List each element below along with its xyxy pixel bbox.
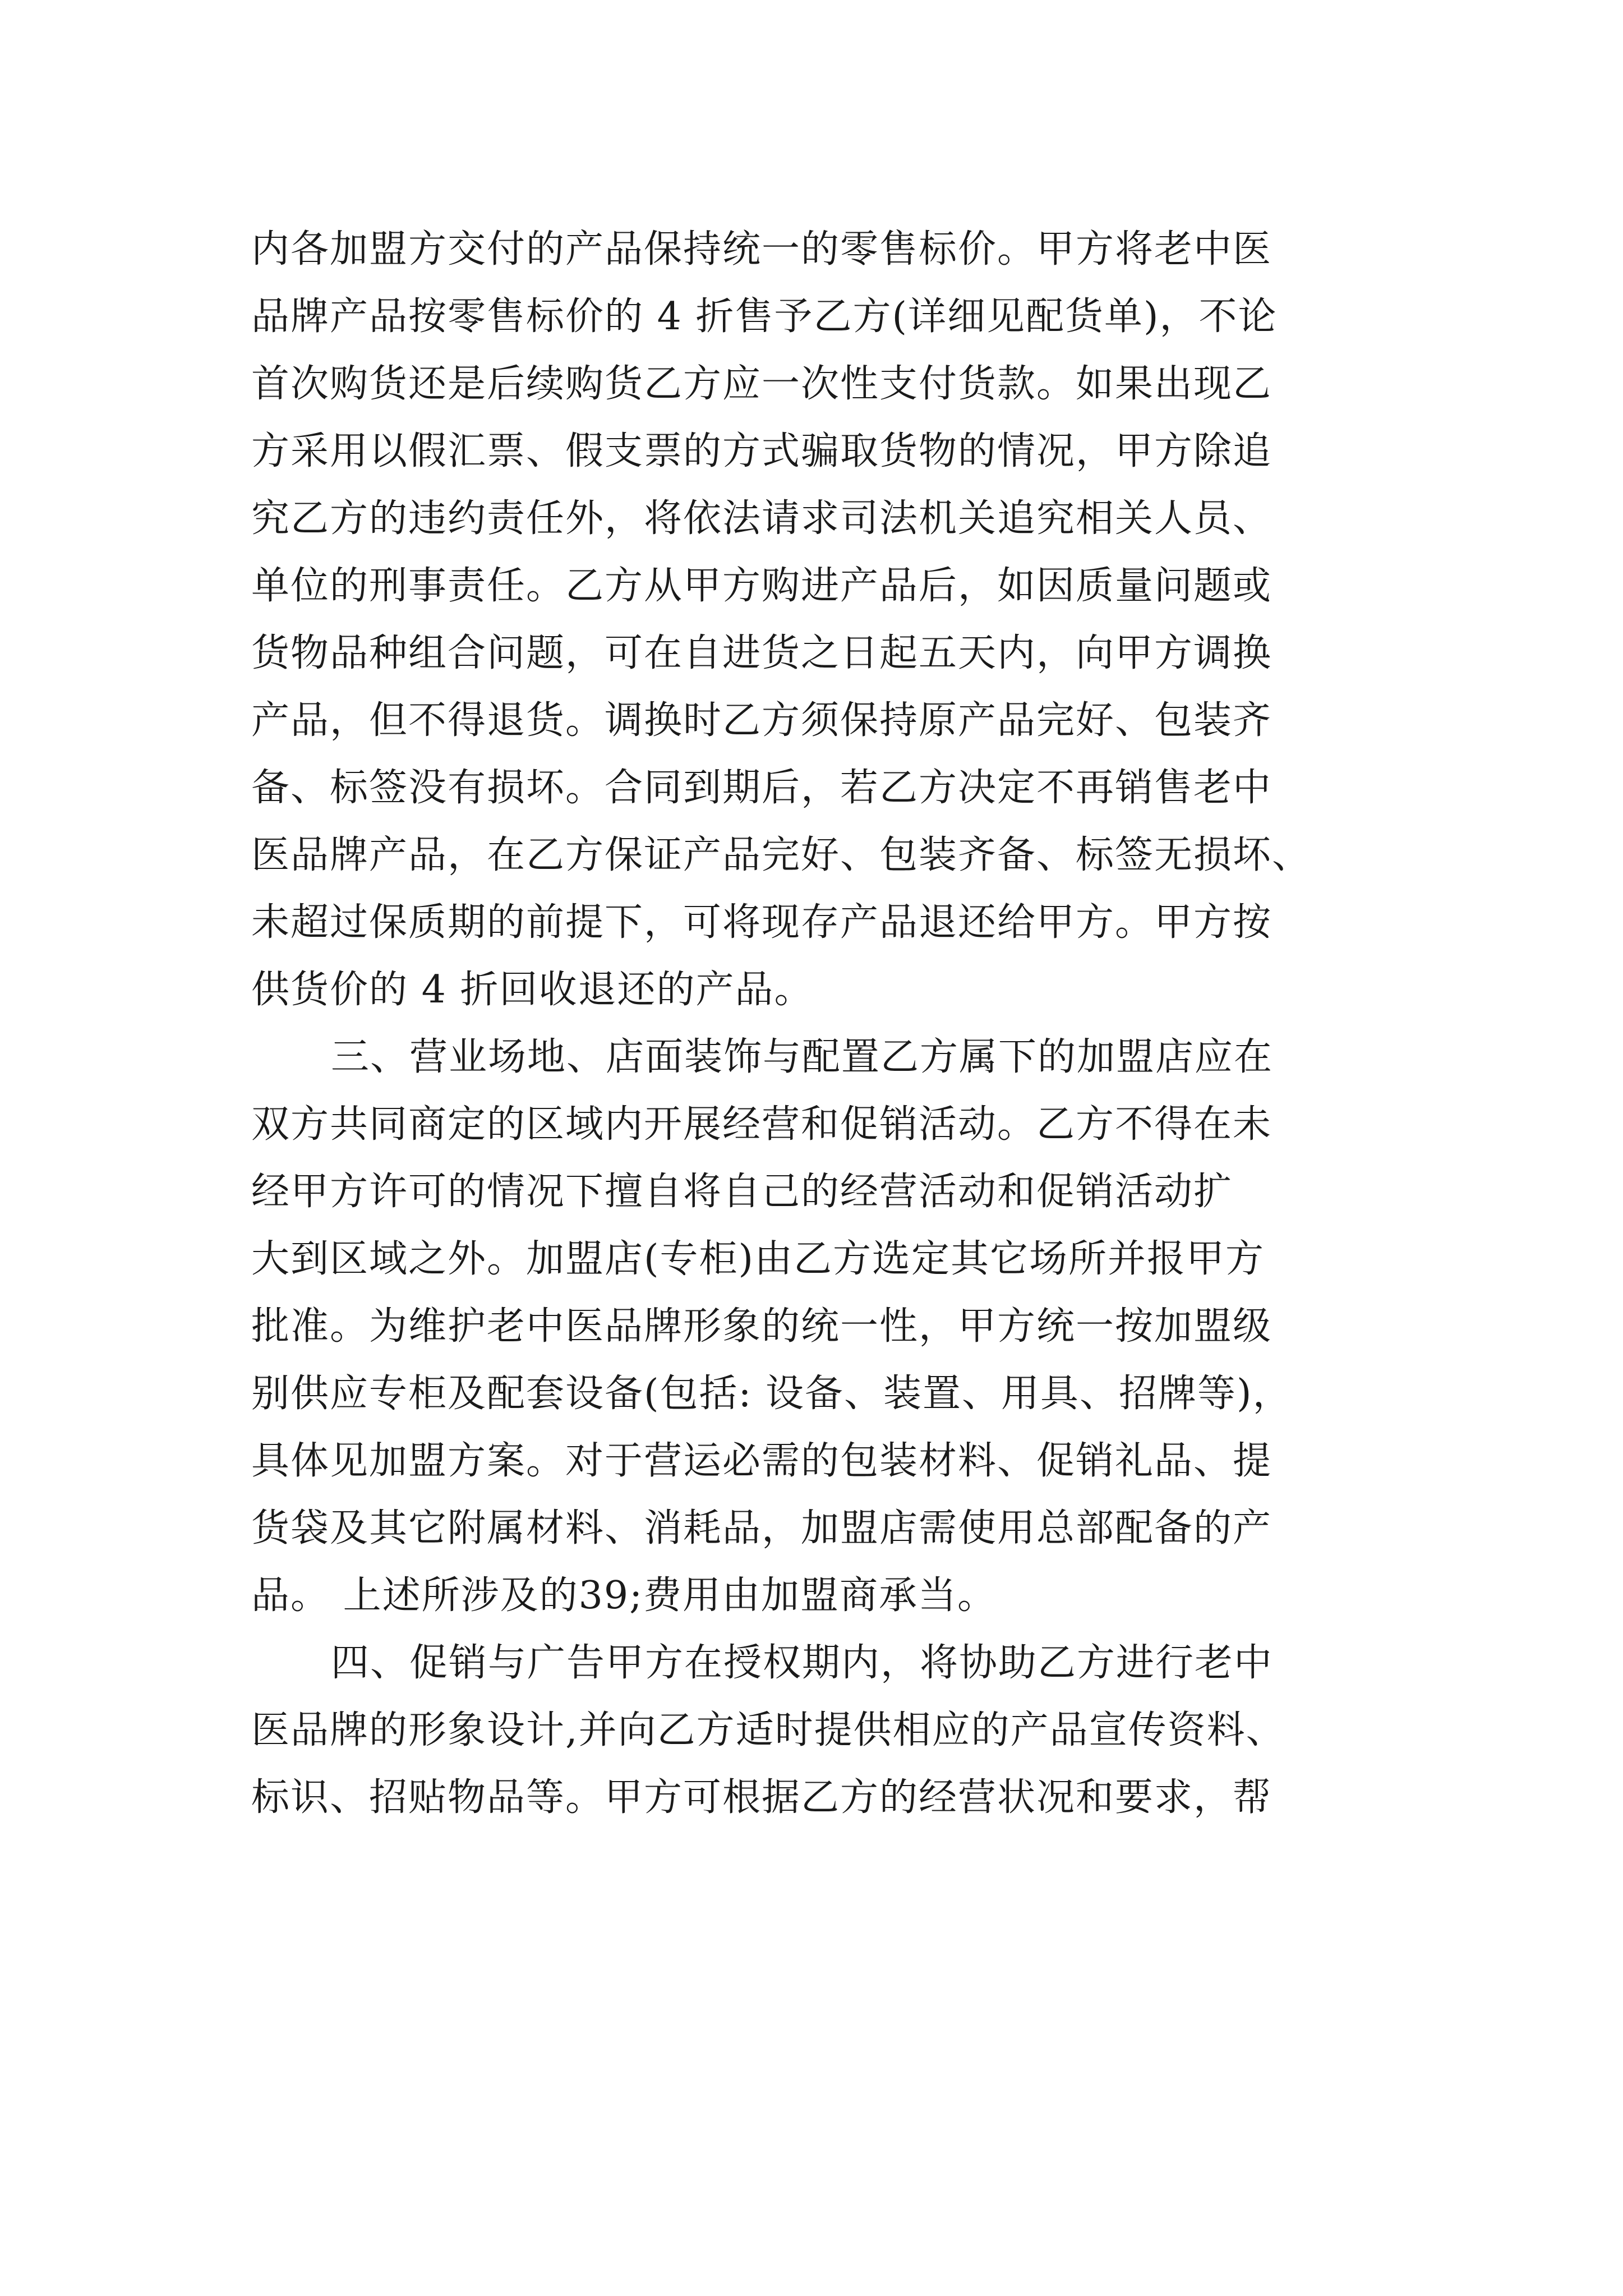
text-line: 别供应专柜及配套设备(包括: 设备、装置、用具、招牌等)， [251, 1372, 1292, 1416]
text-line: 备、标签没有损坏。合同到期后，若乙方决定不再销售老中 [251, 766, 1272, 810]
text-line: 货物品种组合问题，可在自进货之日起五天内，向甲方调换 [251, 631, 1272, 675]
text-line: 医品牌产品，在乙方保证产品完好、包装齐备、标签无损坏、 [251, 833, 1312, 877]
text-line: 品牌产品按零售标价的 4 折售予乙方(详细见配货单)，不论 [251, 295, 1278, 339]
text-line: 未超过保质期的前提下，可将现存产品退还给甲方。甲方按 [251, 900, 1272, 945]
text-line: 双方共同商定的区域内开展经营和促销活动。乙方不得在未 [251, 1102, 1272, 1147]
text-line: 单位的刑事责任。乙方从甲方购进产品后，如因质量问题或 [251, 564, 1272, 608]
text-line: 产品，但不得退货。调换时乙方须保持原产品完好、包装齐 [251, 698, 1272, 743]
section-heading-line: 四、促销与广告甲方在授权期内，将协助乙方进行老中 [331, 1641, 1274, 1685]
text-line: 方采用以假汇票、假支票的方式骗取货物的情况，甲方除追 [251, 429, 1272, 473]
text-line: 究乙方的违约责任外，将依法请求司法机关追究相关人员、 [251, 496, 1272, 541]
text-line: 内各加盟方交付的产品保持统一的零售标价。甲方将老中医 [251, 227, 1272, 272]
text-line: 标识、招贴物品等。甲方可根据乙方的经营状况和要求，帮 [251, 1775, 1272, 1820]
text-line: 货袋及其它附属材料、消耗品，加盟店需使用总部配备的产 [251, 1506, 1272, 1550]
text-line: 具体见加盟方案。对于营运必需的包装材料、促销礼品、提 [251, 1439, 1272, 1483]
text-line: 大到区域之外。加盟店(专柜)由乙方选定其它场所并报甲方 [251, 1237, 1265, 1281]
document-body [251, 216, 1435, 1832]
text-line: 医品牌的形象设计,并向乙方适时提供相应的产品宣传资料、 [251, 1708, 1285, 1752]
text-line: 经甲方许可的情况下擅自将自己的经营活动和促销活动扩 [251, 1170, 1233, 1214]
text-line: 供货价的 4 折回收退还的产品。 [251, 968, 814, 1012]
text-line: 首次购货还是后续购货乙方应一次性支付货款。如果出现乙 [251, 362, 1272, 406]
text-line: 批准。为维护老中医品牌形象的统一性，甲方统一按加盟级 [251, 1304, 1272, 1349]
text-line: 品。 上述所涉及的39;费用由加盟商承当。 [251, 1573, 997, 1618]
section-heading-line: 三、营业场地、店面装饰与配置乙方属下的加盟店应在 [331, 1035, 1274, 1079]
